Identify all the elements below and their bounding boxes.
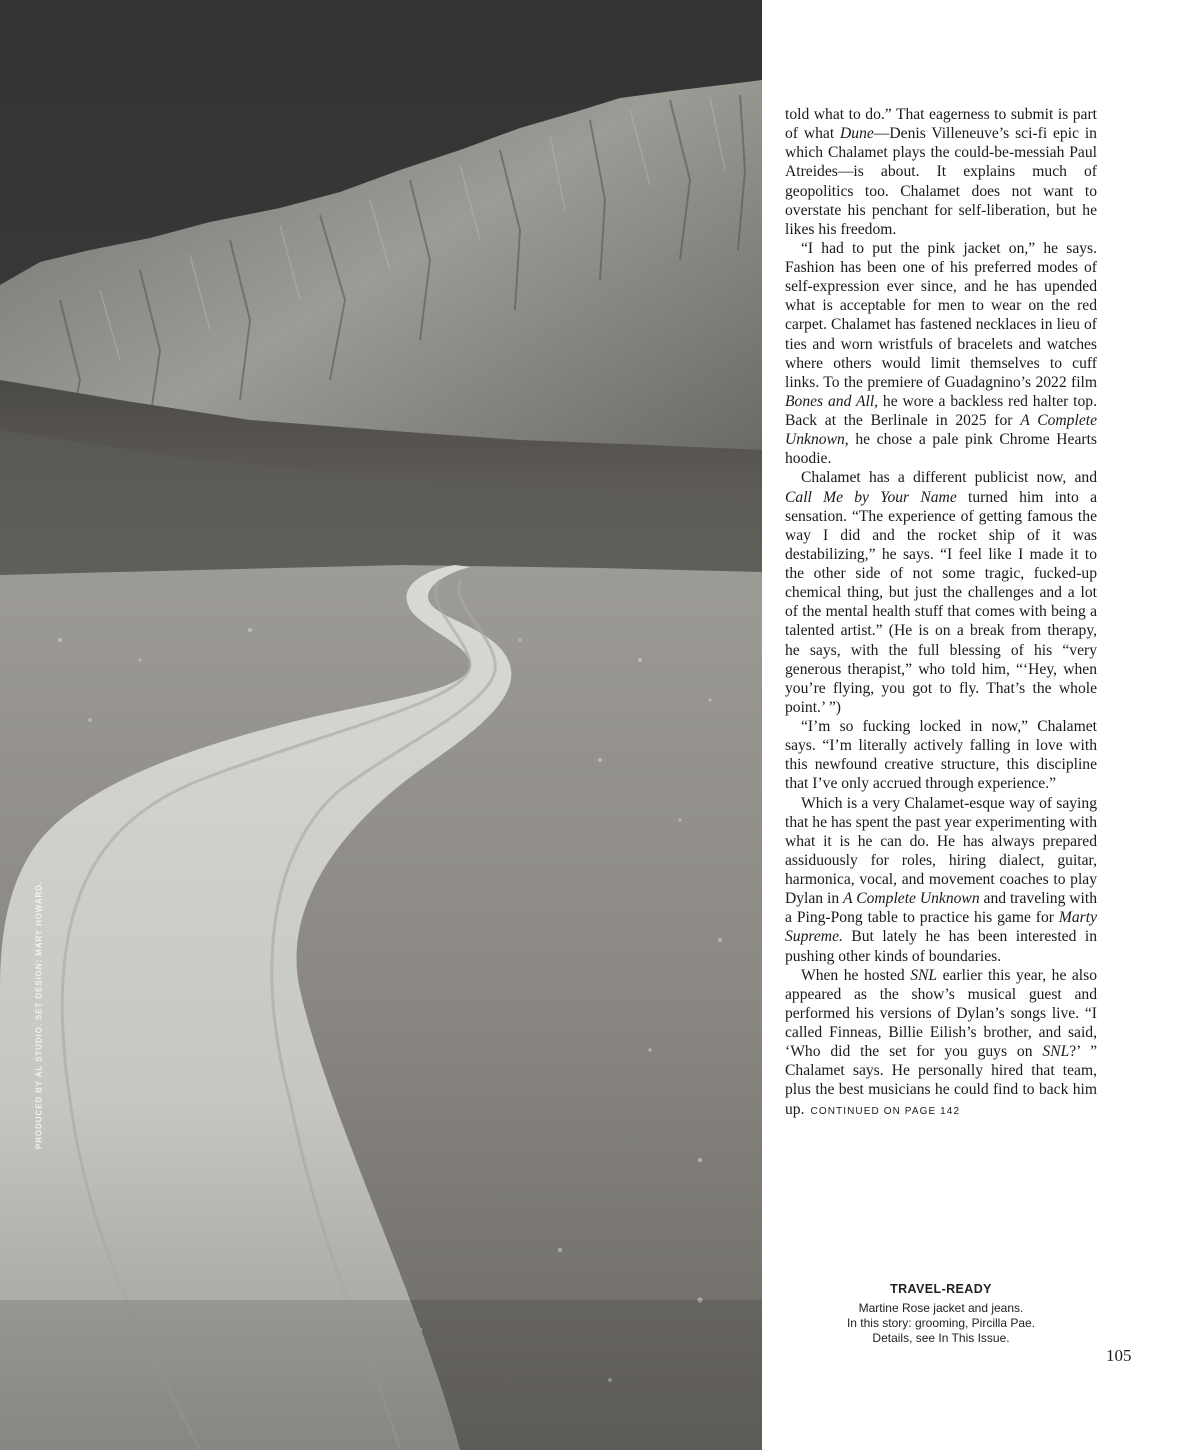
italic-title: Unknown xyxy=(919,890,980,908)
italic-title: SNL xyxy=(1042,1043,1070,1061)
italic-title: Dune xyxy=(840,125,874,143)
caption-line-3: Details, see In This Issue. xyxy=(872,1331,1010,1345)
photo-caption xyxy=(785,1282,1097,1346)
article-paragraph-3: Chalamet has a different publicist now, and Call Me by Your Name turned him into a sensation. “The experience of getting famous the way I did and the rocket ship of it was destabilizing,” he says. “I feel like I made it to the other side of not some tragic, fucked-up chemical thing, but just the challenges and a lot of the mental health stuff that comes with being a talented artist.” (He is on a break from therapy, he says, with the full blessing of his “very generous therapist,” who told him, “‘Hey, when you’re flying, you got to fly. That’s the whole point.’ ”) xyxy=(785,469,1097,716)
italic-title: Unknown, xyxy=(785,431,849,449)
italic-title: A Complete xyxy=(843,890,916,908)
italic-title: and All, xyxy=(827,392,879,410)
caption-line-2: In this story: grooming, Pircilla Pae. xyxy=(846,1316,1036,1330)
caption-title: TRAVEL-READY xyxy=(890,1282,992,1296)
photo-credit: PRODUCED BY AL STUDIO. SET DESIGN: MARY HOWARD. xyxy=(34,881,44,1149)
italic-title: Marty Supreme. xyxy=(785,909,1097,946)
article-paragraph-2: “I had to put the pink jacket on,” he says. Fashion has been one of his preferred modes of self-expression ever since, and he has upended what is acceptable for men to wear on the red carpet. Chalamet has fastened necklaces in lieu of ties and worn wristfuls of bracelets and watches where others would limit themselves to cuff links. To the premiere of Guadagnino’s 2022 film Bones and All, he wore a backless red halter top. Back at the Berlinale in 2025 for A Complete Unknown, he chose a pale pink Chrome Hearts hoodie. xyxy=(785,239,1097,468)
article-column xyxy=(785,105,1097,1121)
article-paragraph-4: “I’m so fucking locked in now,” Chalamet says. “I’m literally actively falling in love with this newfound creative structure, this discipline that I’ve only accrued through experience.” xyxy=(785,718,1097,793)
italic-title: A Complete xyxy=(1020,412,1097,429)
italic-title: Bones xyxy=(785,392,824,410)
article-paragraph-1: told what to do.” That eagerness to submit is part of what Dune—Denis Villeneuve’s sci-fi epic in which Chalamet plays the could-be-messiah Paul Atreides—is about. It explains much of geopolitics too. Chalamet does not want to overstate his penchant for self-liberation, but he likes his freedom. xyxy=(785,106,1097,238)
page-number: 105 xyxy=(1106,1346,1132,1365)
italic-title: SNL xyxy=(910,966,938,984)
italic-title: Call Me by Your Name xyxy=(785,488,957,506)
caption-line-1: Martine Rose jacket and jeans. xyxy=(858,1301,1024,1315)
article-paragraph-6: When he hosted SNL earlier this year, he also appeared as the show’s musical guest and performed his versions of Dylan’s songs live. “I called Finneas, Billie Eilish’s brother, and said, ‘Who did the set for you guys on SNL?’ ” Chalamet says. He personally hired that team, plus the best musicians he could find to back him up. CONTINUED ON PAGE 142 xyxy=(785,966,1098,1118)
continued-on-page: CONTINUED ON PAGE 142 xyxy=(810,1105,961,1117)
article-paragraph-5: Which is a very Chalamet-esque way of saying that he has spent the past year experimenting with what it is he can do. He has always prepared assiduously for roles, hiring dialect, guitar, harmonica, vocal, and movement coaches to play Dylan in A Complete Unknown and traveling with a Ping-Pong table to practice his game for Marty Supreme. But lately he has been interested in pushing other kinds of boundaries. xyxy=(785,794,1097,965)
